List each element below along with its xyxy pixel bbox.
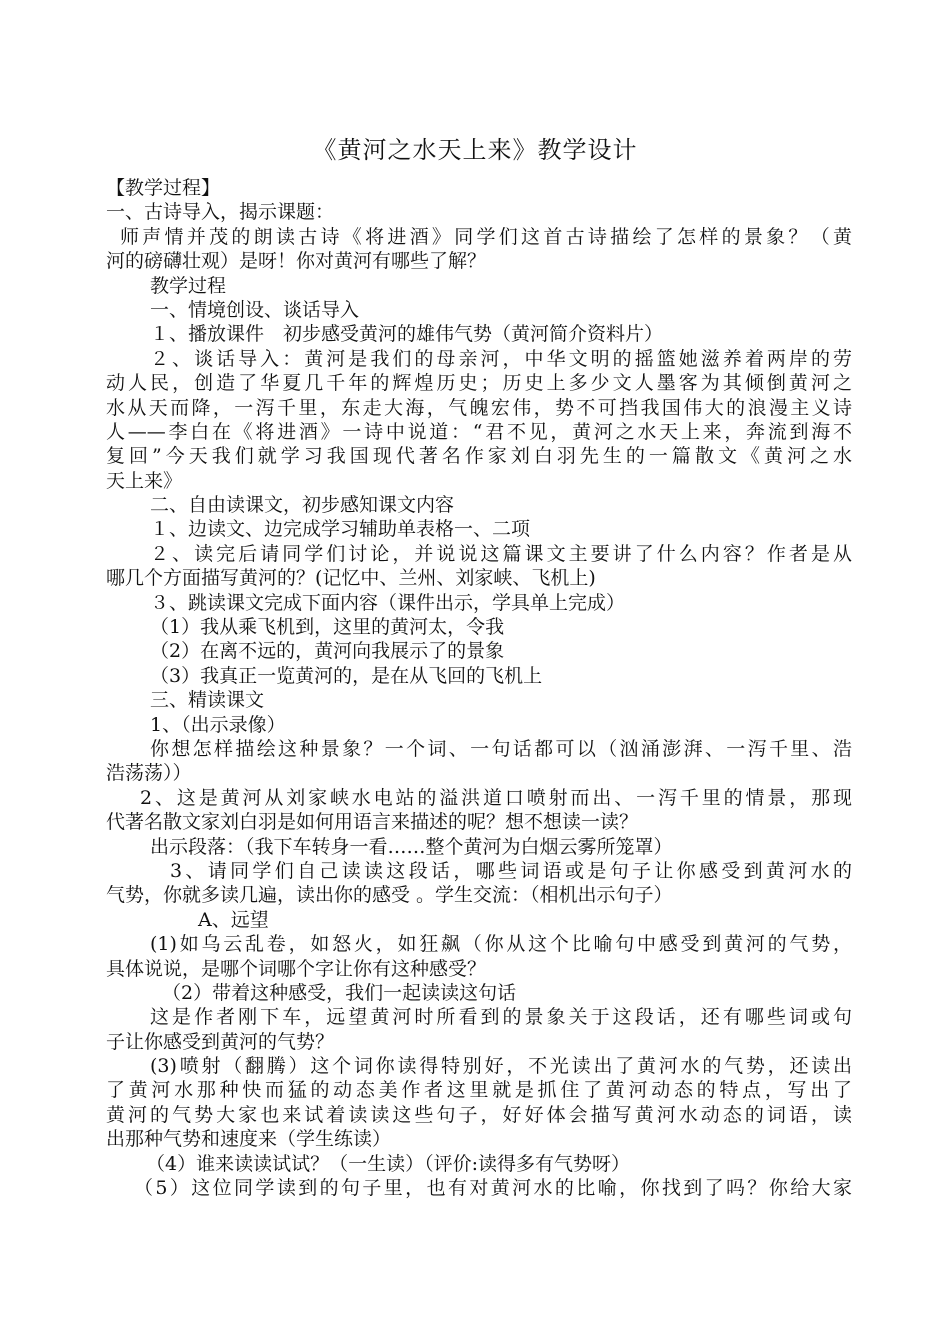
section-heading: 一、古诗导入，揭示课题： [106,201,335,224]
paragraph-line: １、边读文、边完成学习辅助单表格一、二项 [150,518,531,541]
paragraph-line: 人——李白在《将进酒》一诗中说道：“君不见，黄河之水天上来，奔流到海不 [106,420,852,443]
section-heading: 三、精读课文 [150,689,265,712]
paragraph-line: ２、谈话导入：黄河是我们的母亲河，中华文明的摇篮她滋养着两岸的劳 [150,347,852,370]
list-item: （4）谁来读读试试？（一生读）（评价:读得多有气势呀） [146,1152,630,1175]
paragraph-line: 浩荡荡）） [106,762,192,785]
paragraph-line: 气势，你就多读几遍，读出你的感受 。学生交流：（相机出示句子） [106,884,673,907]
paragraph-line: 出那种气势和速度来（学生练读） [106,1128,392,1151]
document-body [106,176,852,1200]
paragraph-line: 子让你感受到黄河的气势？ [106,1030,335,1053]
paragraph-line: 1、（出示录像） [150,713,286,736]
list-item: （5）这位同学读到的句子里，也有对黄河水的比喻，你找到了吗？你给大家 [134,1177,852,1200]
paragraph-line: ３、跳读课文完成下面内容（课件出示，学具单上完成） [150,591,626,614]
paragraph-line: 2、这是黄河从刘家峡水电站的溢洪道口喷射而出、一泻千里的情景，那现 [140,786,852,809]
paragraph-line: 了黄河水那种快而猛的动态美作者这里就是抓住了黄河动态的特点，写出了 [106,1079,852,1102]
list-item: （1）我从乘飞机到，这里的黄河太，令我 [150,616,505,639]
paragraph-line: 河的磅礴壮观）是呀！你对黄河有哪些了解？ [106,250,487,273]
section-heading: 教学过程 [150,274,227,297]
paragraph-line: (3)喷射（翻腾）这个词你读得特别好，不光读出了黄河水的气势，还读出 [150,1055,852,1078]
section-heading: 二、自由读课文，初步感知课文内容 [150,494,455,517]
document-title: 《黄河之水天上来》教学设计 [312,136,638,164]
sub-heading: A、远望 [198,908,269,931]
paragraph-line: 水从天而降，一泻千里，东走大海，气魄宏伟，势不可挡我国伟大的浪漫主义诗 [106,396,852,419]
paragraph-line: 黄河的气势大家也来试着读读这些句子，好好体会描写黄河水动态的词语，读 [106,1103,852,1126]
paragraph-line: 3、请同学们自己读读这段话，哪些词语或是句子让你感受到黄河水的 [170,859,852,882]
paragraph-line: 这是作者刚下车，远望黄河时所看到的景象关于这段话，还有哪些词或句 [150,1006,852,1029]
paragraph-line: 复回”今天我们就学习我国现代著名作家刘白羽先生的一篇散文《黄河之水 [106,445,852,468]
paragraph-line: 动人民，创造了华夏几千年的辉煌历史；历史上多少文人墨客为其倾倒黄河之 [106,372,852,395]
paragraph-line: (1)如乌云乱卷，如怒火，如狂飙（你从这个比喻句中感受到黄河的气势， [150,933,852,956]
paragraph-line: ２、读完后请同学们讨论，并说说这篇课文主要讲了什么内容？作者是从 [150,542,852,565]
paragraph-line: １、播放课件 初步感受黄河的雄伟气势（黄河简介资料片） [150,323,664,346]
list-item: （3）我真正一览黄河的，是在从飞回的飞机上 [150,664,543,687]
paragraph-line: 你想怎样描绘这种景象？一个词、一句话都可以（汹涌澎湃、一泻千里、浩 [150,737,852,760]
paragraph-line: 师声情并茂的朗读古诗《将进酒》同学们这首古诗描绘了怎样的景象？（黄 [120,225,852,248]
list-item: （2）在离不远的，黄河向我展示了的景象 [150,640,505,663]
paragraph-line: 具体说说，是哪个词哪个字让你有这种感受？ [106,957,487,980]
paragraph-line: 代著名散文家刘白羽是如何用语言来描述的呢？想不想读一读？ [106,811,639,834]
section-heading: 【教学过程】 [106,177,221,199]
section-heading: 一、情境创设、谈话导入 [150,298,360,321]
paragraph-line: 出示段落：（我下车转身一看……整个黄河为白烟云雾所笼罩） [150,835,673,858]
list-item: （2）带着这种感受，我们一起读读这句话 [162,981,517,1004]
paragraph-line: 哪几个方面描写黄河的？(记忆中、兰州、刘家峡、飞机上) [106,567,596,590]
paragraph-line: 天上来》 [106,469,183,492]
